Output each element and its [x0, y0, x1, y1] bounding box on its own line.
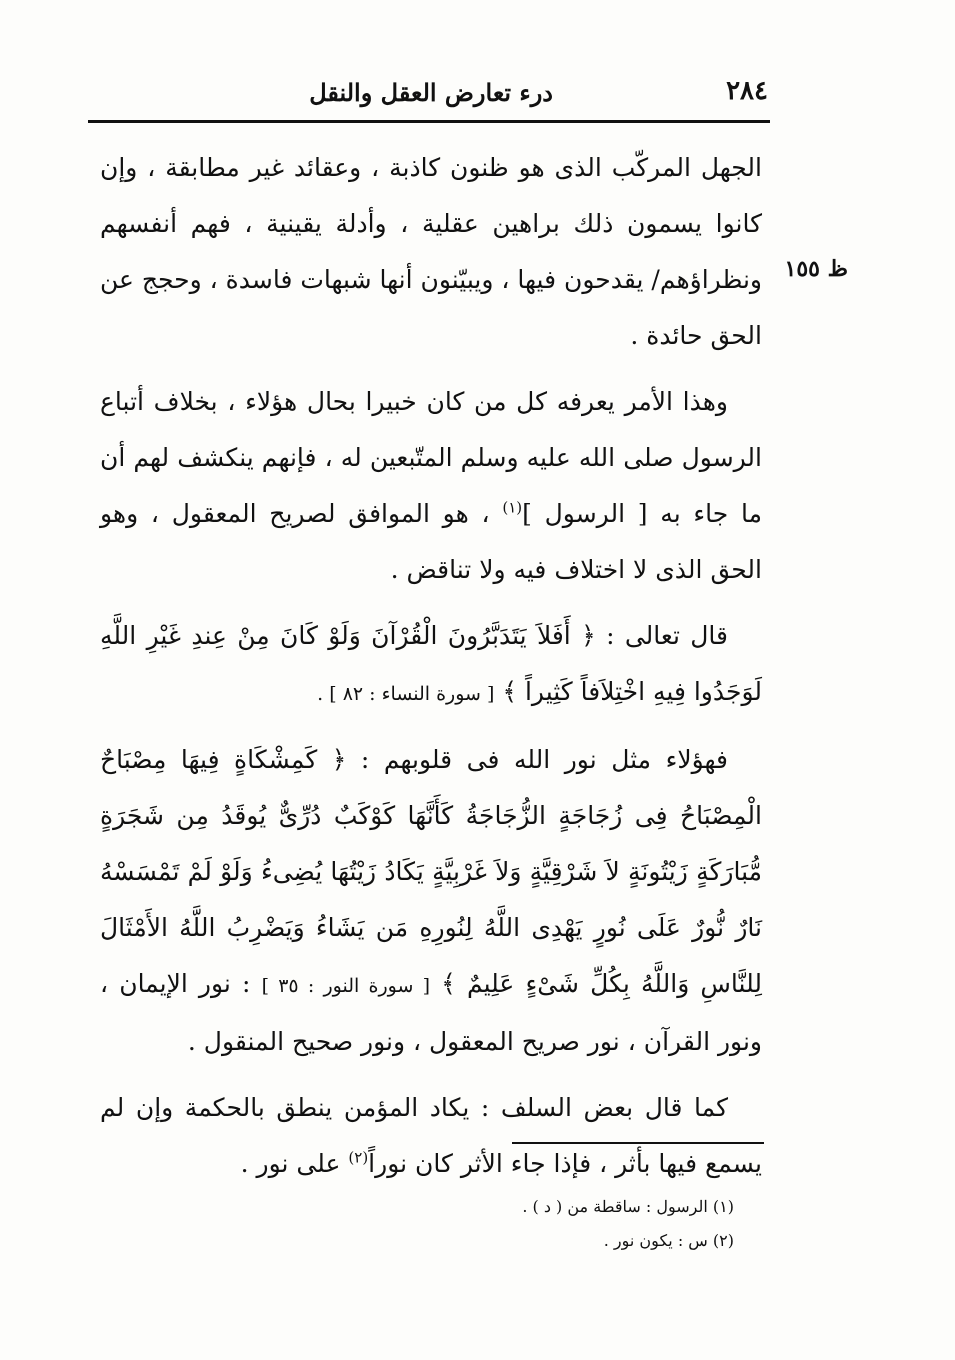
- paragraph-5-text-a: كما قال بعض السلف : يكاد المؤمن ينطق بالحكمة وإن لم يسمع فيها بأثر ، فإذا جاء الأثر كان نوراً: [100, 1093, 762, 1178]
- footnote-marker-2: (٢): [348, 1148, 369, 1167]
- paragraph-4-close: ﴾: [430, 969, 467, 998]
- paragraph-1: الجهل المركّب الذى هو ظنون كاذبة ، وعقائد غير مطابقة ، وإن كانوا يسمون ذلك براهين عقلية ، وأدلة يقينية ، فهم أنفسهم ونظراؤهم/ يقدحون فيها ، ويبيّنون أنها شبهات فاسدة ، وحجج عن الحق حائدة .: [100, 153, 762, 350]
- paragraph-3-close: ﴾: [494, 677, 525, 706]
- page-number: ٢٨٤: [726, 76, 768, 106]
- surah-reference-nisa: [ سورة النساء : ٨٢ ] .: [317, 683, 495, 705]
- paragraph-4-rest: : نور الإيمان ، ونور القرآن ، نور صريح المعقول ، ونور صحيح المنقول .: [100, 969, 762, 1056]
- header-rule: [88, 120, 770, 123]
- paragraph-4-intro: فهؤلاء مثل نور الله فى قلوبهم : ﴿: [317, 745, 729, 774]
- margin-manuscript-reference: ظ ١٥٥: [784, 256, 848, 282]
- footnote-rule: [512, 1142, 764, 1144]
- footnote-1: (١) الرسول : ساقطة من ( د ) .: [522, 1197, 734, 1216]
- main-text: [100, 140, 762, 1202]
- quran-verse-nisa: أَفَلاَ يَتَدَبَّرُونَ الْقُرْآنَ وَلَوْ كَانَ مِنْ عِندِ غَيْرِ اللَّهِ لَوَجَدُوا فِيهِ اخْتِلاَفاً كَثِيراً: [100, 621, 762, 706]
- footnote-2: (٢) س : يكون نور .: [603, 1231, 734, 1250]
- surah-reference-nur: [ سورة النور : ٣٥ ]: [261, 975, 431, 997]
- paragraph-2-text-b: ، هو الموافق لصريح المعقول ، وهو الحق الذى لا اختلاف فيه ولا تناقض .: [100, 499, 762, 584]
- paragraph-3: [100, 608, 762, 722]
- footnotes: [400, 1190, 734, 1258]
- paragraph-3-intro: قال تعالى : ﴿: [570, 621, 728, 650]
- paragraph-5: [100, 1080, 762, 1192]
- book-title: درء تعارض العقل والنقل: [309, 78, 553, 107]
- paragraph-2-text-a: وهذا الأمر يعرفه كل من كان خبيرا بحال هؤلاء ، بخلاف أتباع الرسول صلى الله عليه وسلم المتّبعين له ، فإنهم ينكشف لهم أن ما جاء به [ الرسول ]: [100, 387, 762, 528]
- paragraph-2: [100, 374, 762, 598]
- page-header: [88, 72, 768, 116]
- quran-verse-nur: كَمِشْكَاةٍ فِيهَا مِصْبَاحٌ الْمِصْبَاحُ فِى زُجَاجَةٍ الزُّجَاجَةُ كَأَنَّهَا كَوْكَبٌ دُرِّىٌّ يُوقَدُ مِن شَجَرَةٍ مُّبَارَكَةٍ زَيْتُونَةٍ لاَ شَرْقِيَّةٍ وَلاَ غَرْبِيَّةٍ يَكَادُ زَيْتُهَا يُضِىءُ وَلَوْ لَمْ تَمْسَسْهُ نَارٌ نُّورٌ عَلَى نُورٍ يَهْدِى اللَّهُ لِنُورِهِ مَن يَشَاءُ وَيَضْرِبُ اللَّهُ الأَمْثَالَ لِلنَّاسِ وَاللَّهُ بِكُلِّ شَىْءٍ عَلِيمٌ: [100, 745, 762, 998]
- footnote-marker-1: (١): [502, 498, 523, 517]
- paragraph-4: [100, 732, 762, 1070]
- paragraph-5-text-b: على نور .: [240, 1149, 349, 1178]
